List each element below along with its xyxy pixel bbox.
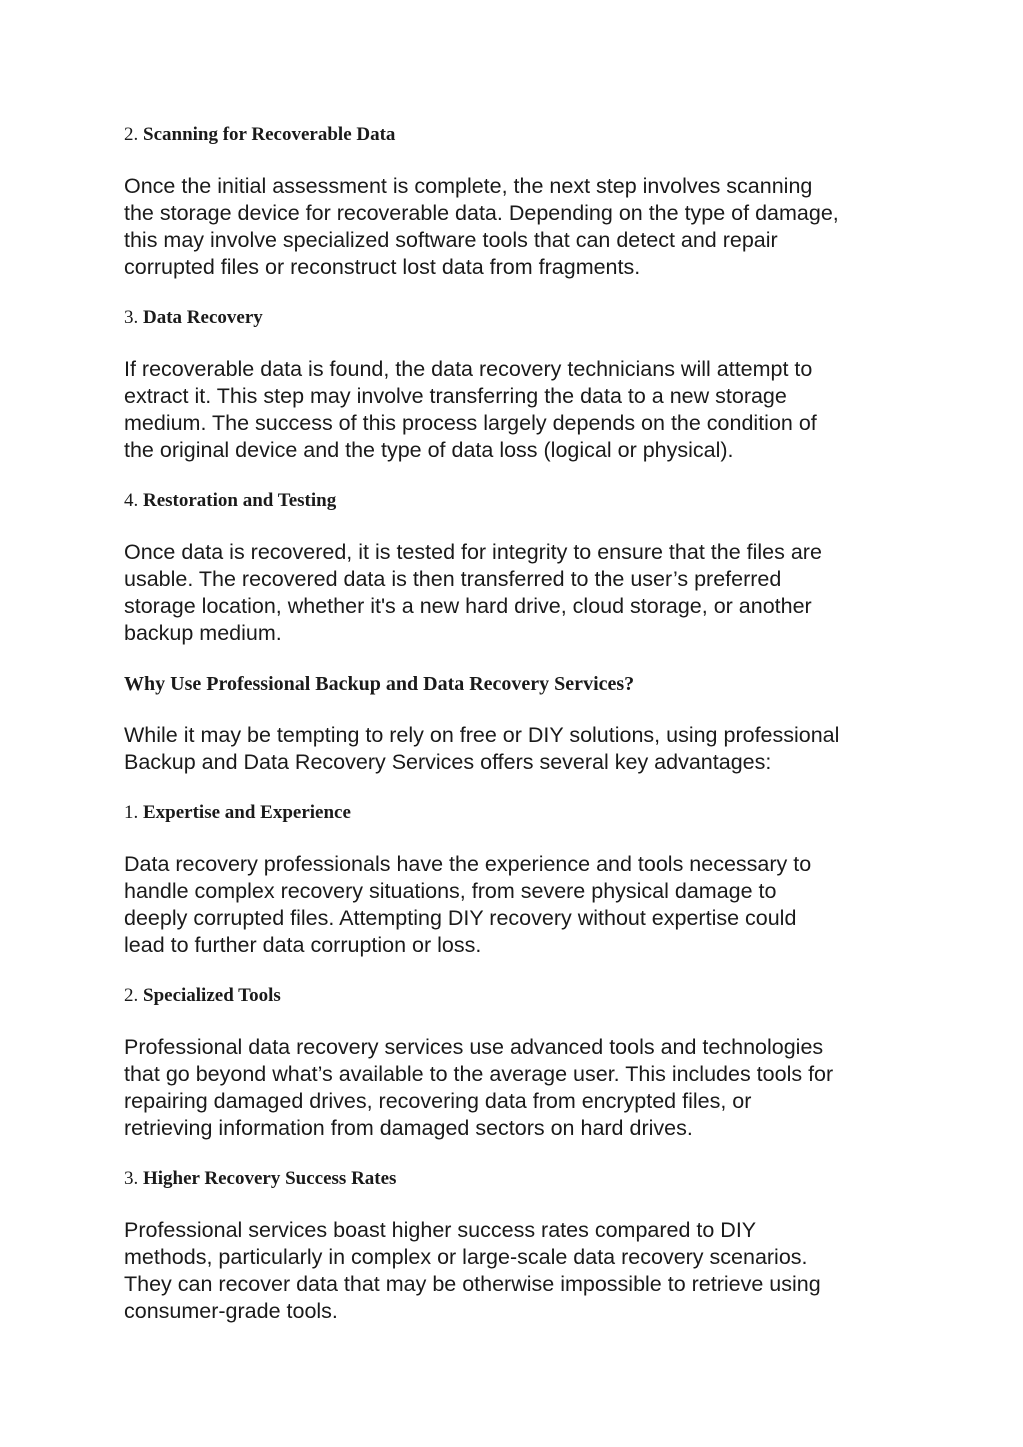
section-heading-restoration <box>124 488 924 514</box>
advantage-heading-success-rates <box>124 1166 924 1192</box>
section-heading-scanning <box>124 122 924 148</box>
advantage-body-expertise: Data recovery professionals have the experience and tools necessary to handle complex recovery situations, from severe physical damage to deeply corrupted files. Attempting DIY recovery without expertise could lead to further data corruption or loss. <box>124 852 812 957</box>
section-number: 4. <box>124 490 139 511</box>
why-heading: Why Use Professional Backup and Data Recovery Services? <box>124 673 635 695</box>
why-body: While it may be tempting to rely on free or DIY solutions, using professional Backup and Data Recovery Services offers several key advantages: <box>124 723 840 774</box>
advantage-number: 1. <box>124 802 139 823</box>
section-title: Scanning for Recoverable Data <box>143 124 396 145</box>
advantage-title: Specialized Tools <box>143 985 281 1006</box>
section-number: 3. <box>124 307 139 328</box>
section-number: 2. <box>124 124 139 145</box>
advantage-title: Higher Recovery Success Rates <box>143 1168 397 1189</box>
section-title: Data Recovery <box>143 307 263 328</box>
advantage-body-tools: Professional data recovery services use advanced tools and technologies that go beyond what’s available to the average user. This includes tools for repairing damaged drives, recovering data from encrypted files, or retrieving information from damaged sectors on hard drives. <box>124 1035 834 1140</box>
section-body-data-recovery: If recoverable data is found, the data recovery technicians will attempt to extract it. This step may involve transferring the data to a new storage medium. The success of this process largely depends on the condition of the original device and the type of data loss (logical or physical). <box>124 357 817 462</box>
section-body-restoration: Once data is recovered, it is tested for integrity to ensure that the files are usable. The recovered data is then transferred to the user’s preferred storage location, whether it's a new hard drive, cloud storage, or another backup medium. <box>124 540 822 645</box>
advantage-number: 3. <box>124 1168 139 1189</box>
document-page <box>124 122 924 1325</box>
advantage-number: 2. <box>124 985 139 1006</box>
section-heading-data-recovery <box>124 305 924 331</box>
advantage-heading-tools <box>124 983 924 1009</box>
advantage-heading-expertise <box>124 800 924 826</box>
advantage-body-success-rates: Professional services boast higher success rates compared to DIY methods, particularly in complex or large-scale data recovery scenarios. They can recover data that may be otherwise impossible to retrieve using consumer-grade tools. <box>124 1218 821 1323</box>
advantage-title: Expertise and Experience <box>143 802 351 823</box>
section-title: Restoration and Testing <box>143 490 337 511</box>
section-body-scanning: Once the initial assessment is complete, the next step involves scanning the storage device for recoverable data. Depending on the type of damage, this may involve specialized software tools that can detect and repair corrupted files or reconstruct lost data from fragments. <box>124 174 839 279</box>
